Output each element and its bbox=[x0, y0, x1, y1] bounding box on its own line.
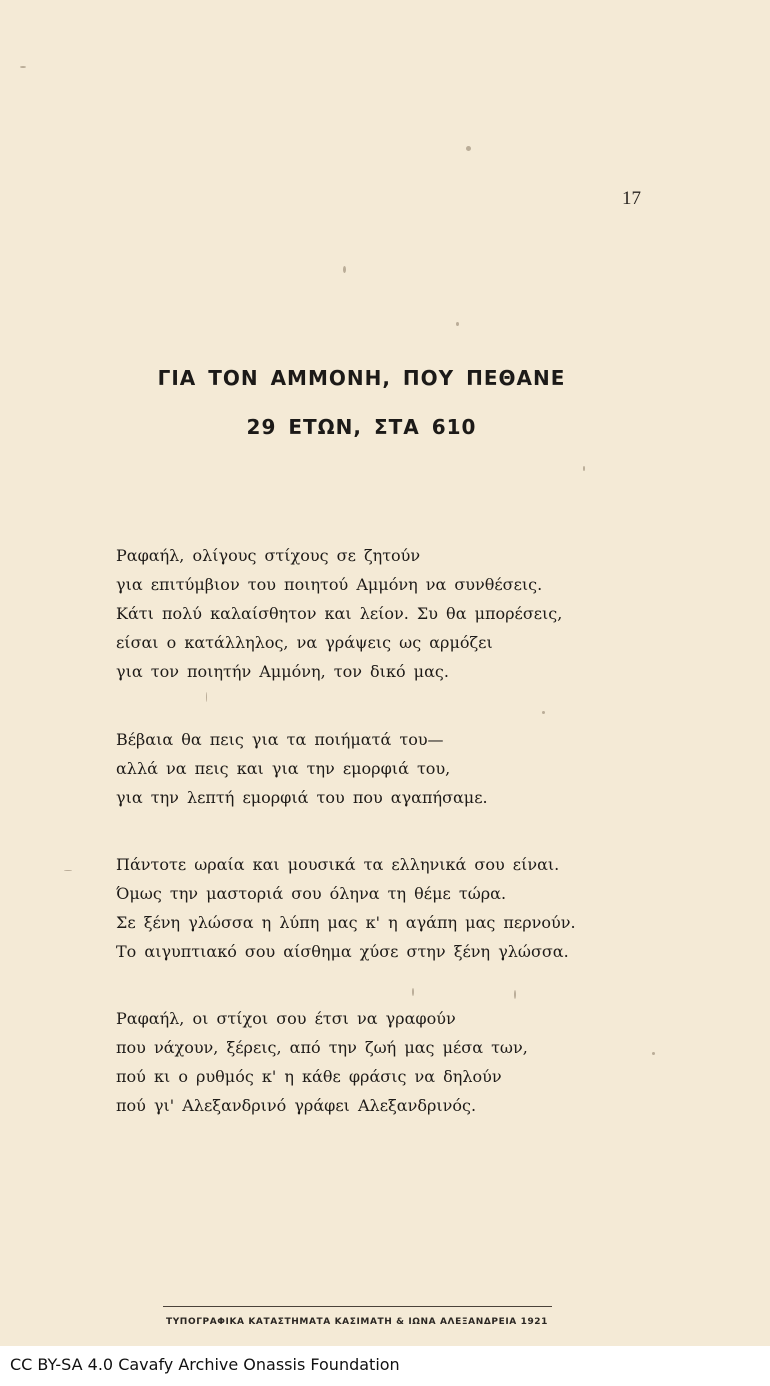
stanza-4 bbox=[116, 1004, 528, 1120]
paper-speck bbox=[542, 711, 545, 714]
verse-line: αλλά να πεις και για την εμορφιά του, bbox=[116, 759, 451, 778]
paper-speck bbox=[20, 66, 26, 68]
paper-speck bbox=[652, 1052, 655, 1055]
verse-line: είσαι ο κατάλληλος, να γράψεις ως αρμόζει bbox=[116, 633, 493, 652]
stanza-2 bbox=[116, 725, 488, 812]
verse-line: Πάντοτε ωραία και μουσικά τα ελληνικά σου είναι. bbox=[116, 855, 560, 874]
page-number: 17 bbox=[622, 188, 641, 209]
license-credit: CC BY-SA 4.0 Cavafy Archive Onassis Foundation bbox=[10, 1355, 400, 1374]
paper-speck bbox=[583, 466, 585, 471]
paper-speck bbox=[412, 988, 414, 996]
verse-line: που νάχουν, ξέρεις, από την ζωή μας μέσα των, bbox=[116, 1038, 528, 1057]
verse-line: Κάτι πολύ καλαίσθητον και λείον. Συ θα μπορέσεις, bbox=[116, 604, 563, 623]
verse-line: Ραφαήλ, οι στίχοι σου έτσι να γραφούν bbox=[116, 1009, 456, 1028]
verse-line: για την λεπτή εμορφιά του που αγαπήσαμε. bbox=[116, 788, 488, 807]
printer-imprint: ΤΥΠΟΓΡΑΦΙΚΑ ΚΑΤΑΣΤΗΜΑΤΑ ΚΑΣΙΜΑΤΗ & ΙΩΝΑ ΑΛΕΞΑΝΔΡΕΙΑ 1921 bbox=[165, 1317, 549, 1327]
verse-line: πού γι' Αλεξανδρινό γράφει Αλεξανδρινός. bbox=[116, 1096, 477, 1115]
verse-line: για τον ποιητήν Αμμόνη, τον δικό μας. bbox=[116, 662, 449, 681]
paper-speck bbox=[456, 322, 459, 326]
verse-line: πού κι ο ρυθμός κ' η κάθε φράσις να δηλούν bbox=[116, 1067, 502, 1086]
stanza-3 bbox=[116, 850, 576, 966]
stanza-1 bbox=[116, 541, 562, 686]
paper-speck bbox=[514, 990, 516, 999]
verse-line: Το αιγυπτιακό σου αίσθημα χύσε στην ξένη γλώσσα. bbox=[116, 942, 569, 961]
paper-speck bbox=[343, 266, 346, 273]
verse-line: Όμως την μαστοριά σου όληνα τη θέμε τώρα. bbox=[116, 884, 507, 903]
footer-rule bbox=[163, 1306, 552, 1307]
verse-line: Σε ξένη γλώσσα η λύπη μας κ' η αγάπη μας περνούν. bbox=[116, 913, 576, 932]
paper-speck bbox=[206, 692, 207, 702]
verse-line: για επιτύμβιον του ποιητού Αμμόνη να συνθέσεις. bbox=[116, 575, 543, 594]
poem-title-line-1: ΓΙΑ ΤΟΝ ΑΜΜΟΝΗ, ΠΟΥ ΠΕΘΑΝΕ bbox=[157, 366, 566, 390]
verse-line: Βέβαια θα πεις για τα ποιήματά του— bbox=[116, 730, 444, 749]
verse-line: Ραφαήλ, ολίγους στίχους σε ζητούν bbox=[116, 546, 421, 565]
poem-title-line-2: 29 ΕΤΩΝ, ΣΤΑ 610 bbox=[246, 415, 477, 439]
paper-speck bbox=[466, 146, 471, 151]
paper-speck bbox=[64, 870, 72, 871]
